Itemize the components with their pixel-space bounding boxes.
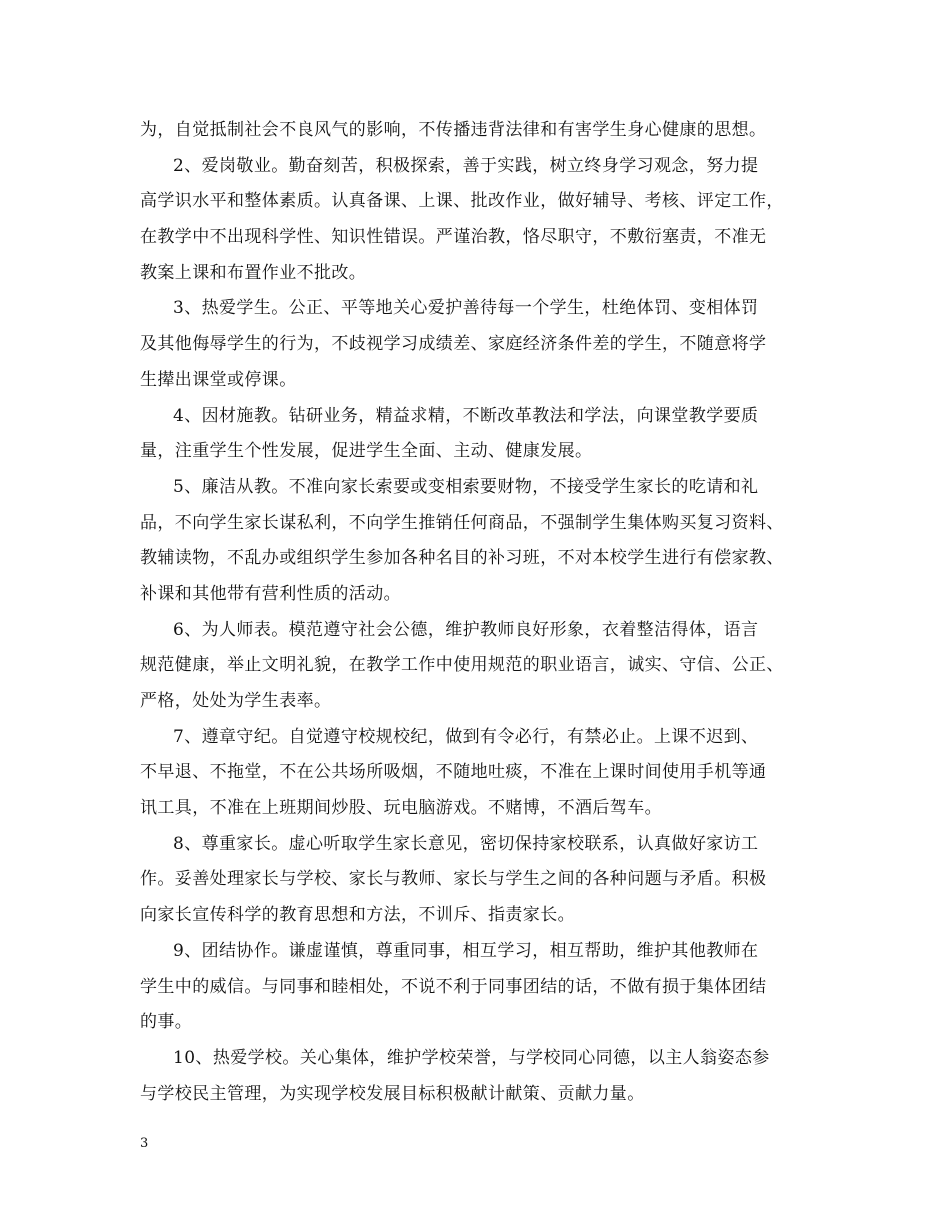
text-line: 2、爱岗敬业。勤奋刻苦，积极探索，善于实践，树立终身学习观念，努力提 (173, 155, 759, 176)
text-line: 严格，处处为学生表率。 (140, 691, 332, 711)
text-line: 高学识水平和整体素质。认真备课、上课、批改作业，做好辅导、考核、评定工作， (140, 191, 784, 212)
text-line: 向家长宣传科学的教育思想和方法，不训斥、指责家长。 (140, 905, 575, 926)
text-line: 在教学中不出现科学性、知识性错误。严谨治教，恪尽职守，不敷衍塞责，不准无 (140, 227, 767, 248)
text-line: 品，不向学生家长谋私利，不向学生推销任何商品，不强制学生集体购买复习资料、 (140, 512, 784, 533)
text-line: 教辅读物，不乱办或组织学生参加各种名目的补习班，不对本校学生进行有偿家教、 (140, 548, 784, 569)
text-line: 作。妥善处理家长与学校、家长与教师、家长与学生之间的各种问题与矛盾。积极 (140, 869, 767, 890)
page-number: 3 (140, 1136, 149, 1151)
document-body (140, 113, 812, 1112)
text-line: 及其他侮辱学生的行为，不歧视学习成绩差、家庭经济条件差的学生，不随意将学 (140, 334, 767, 355)
text-line: 9、团结协作。谦虚谨慎，尊重同事，相互学习，相互帮助，维护其他教师在 (173, 940, 759, 961)
text-line: 学生中的威信。与同事和睦相处，不说不利于同事团结的话，不做有损于集体团结 (140, 976, 767, 997)
text-line: 教案上课和布置作业不批改。 (140, 262, 367, 283)
text-line: 7、遵章守纪。自觉遵守校规校纪，做到有令必行，有禁必止。上课不迟到、 (173, 726, 759, 747)
text-line: 生撵出课堂或停课。 (140, 369, 297, 390)
text-line: 量，注重学生个性发展，促进学生全面、主动、健康发展。 (140, 441, 593, 462)
text-line: 6、为人师表。模范遵守社会公德，维护教师良好形象，衣着整洁得体，语言 (173, 619, 759, 640)
text-line: 4、因材施教。钻研业务，精益求精，不断改革教法和学法，向课堂教学要质 (173, 405, 759, 426)
text-line: 不早退、不拖堂，不在公共场所吸烟，不随地吐痰，不准在上课时间使用手机等通 (140, 762, 767, 783)
text-line: 为，自觉抵制社会不良风气的影响，不传播违背法律和有害学生身心健康的思想。 (140, 120, 767, 140)
text-line: 规范健康，举止文明礼貌，在教学工作中使用规范的职业语言，诚实、守信、公正、 (140, 655, 784, 676)
text-line: 3、热爱学生。公正、平等地关心爱护善待每一个学生，杜绝体罚、变相体罚 (173, 298, 759, 319)
text-line: 讯工具，不准在上班期间炒股、玩电脑游戏。不赌博，不酒后驾车。 (140, 798, 662, 819)
text-line: 5、廉洁从教。不准向家长索要或变相索要财物，不接受学生家长的吃请和礼 (173, 476, 759, 497)
text-line: 补课和其他带有营利性质的活动。 (140, 583, 401, 604)
text-line: 与学校民主管理，为实现学校发展目标积极献计献策、贡献力量。 (140, 1083, 645, 1104)
text-line: 8、尊重家长。虚心听取学生家长意见，密切保持家校联系，认真做好家访工 (173, 833, 759, 854)
text-line: 的事。 (140, 1012, 193, 1033)
text-line: 10、热爱学校。关心集体，维护学校荣誉，与学校同心同德，以主人翁姿态参 (173, 1047, 770, 1068)
